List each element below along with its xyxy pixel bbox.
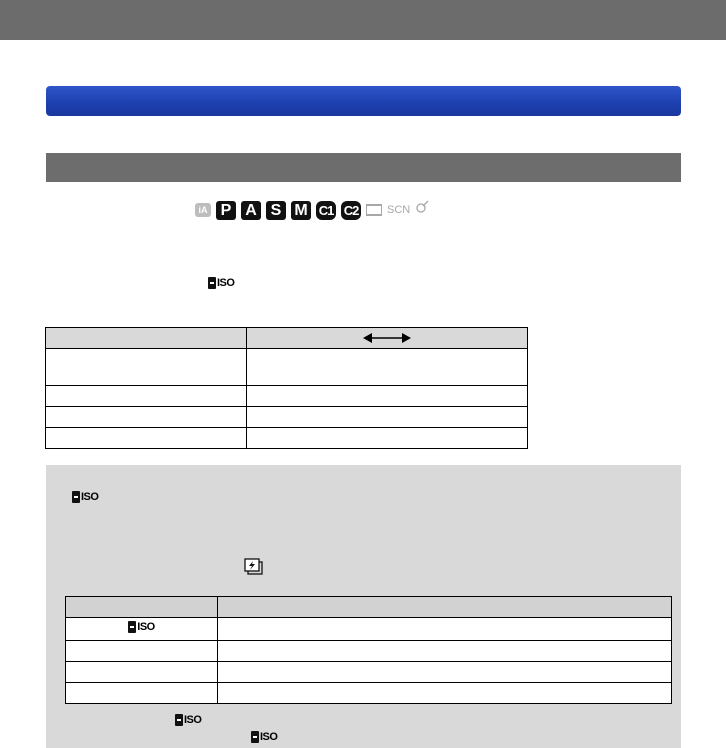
table-cell: [247, 428, 528, 449]
table-cell: [46, 386, 247, 407]
intelligent-iso-icon: ISO: [72, 490, 98, 504]
table-row: [46, 349, 528, 386]
table-cell: [66, 618, 218, 641]
creative-control-mode-icon: [415, 200, 429, 221]
table-row: [46, 407, 528, 428]
table-row: [66, 641, 672, 662]
table-cell: [247, 386, 528, 407]
table-header-row: [46, 328, 528, 349]
table-row: [66, 662, 672, 683]
recording-mode-icons: [195, 199, 429, 221]
intelligent-auto-mode-icon: iA: [195, 203, 211, 217]
table-cell: [46, 407, 247, 428]
table-row: [46, 386, 528, 407]
table-cell: [218, 662, 672, 683]
section-title-band: [46, 86, 681, 116]
subsection-title-band: [46, 153, 681, 182]
table-cell: [247, 349, 528, 386]
table-cell: [218, 618, 672, 641]
table-header-row: [66, 597, 672, 618]
table-header-cell: [66, 597, 218, 618]
table-cell: [247, 407, 528, 428]
top-bar: [0, 0, 726, 40]
table-cell: [46, 349, 247, 386]
table-row: [66, 618, 672, 641]
manual-mode-icon: M: [291, 201, 311, 220]
table-header-cell: [218, 597, 672, 618]
table-row: [46, 428, 528, 449]
table-header-cell: [46, 328, 247, 349]
intelligent-iso-icon: ISO: [208, 276, 234, 290]
table-cell: [66, 662, 218, 683]
table-cell: [66, 641, 218, 662]
table-cell: [218, 683, 672, 704]
panorama-mode-icon: [366, 204, 382, 216]
shutter-priority-mode-icon: S: [266, 201, 286, 220]
custom-2-mode-icon: C2: [341, 201, 361, 220]
table-header-cell: [247, 328, 528, 349]
settings-table: [45, 327, 528, 449]
table-cell: [66, 683, 218, 704]
custom-1-mode-icon: C1: [316, 201, 336, 220]
intelligent-iso-icon: ISO: [128, 620, 154, 634]
iso-limit-table: [65, 596, 672, 704]
table-row: [66, 683, 672, 704]
aperture-priority-mode-icon: A: [241, 201, 261, 220]
table-cell: [218, 641, 672, 662]
table-cell: [46, 428, 247, 449]
intelligent-iso-icon: ISO: [175, 713, 201, 727]
flash-burst-icon: [244, 558, 264, 581]
scene-mode-icon: SCN: [387, 203, 411, 216]
double-arrow-icon: [363, 332, 411, 344]
program-mode-icon: P: [216, 201, 236, 220]
intelligent-iso-icon: ISO: [251, 730, 277, 744]
